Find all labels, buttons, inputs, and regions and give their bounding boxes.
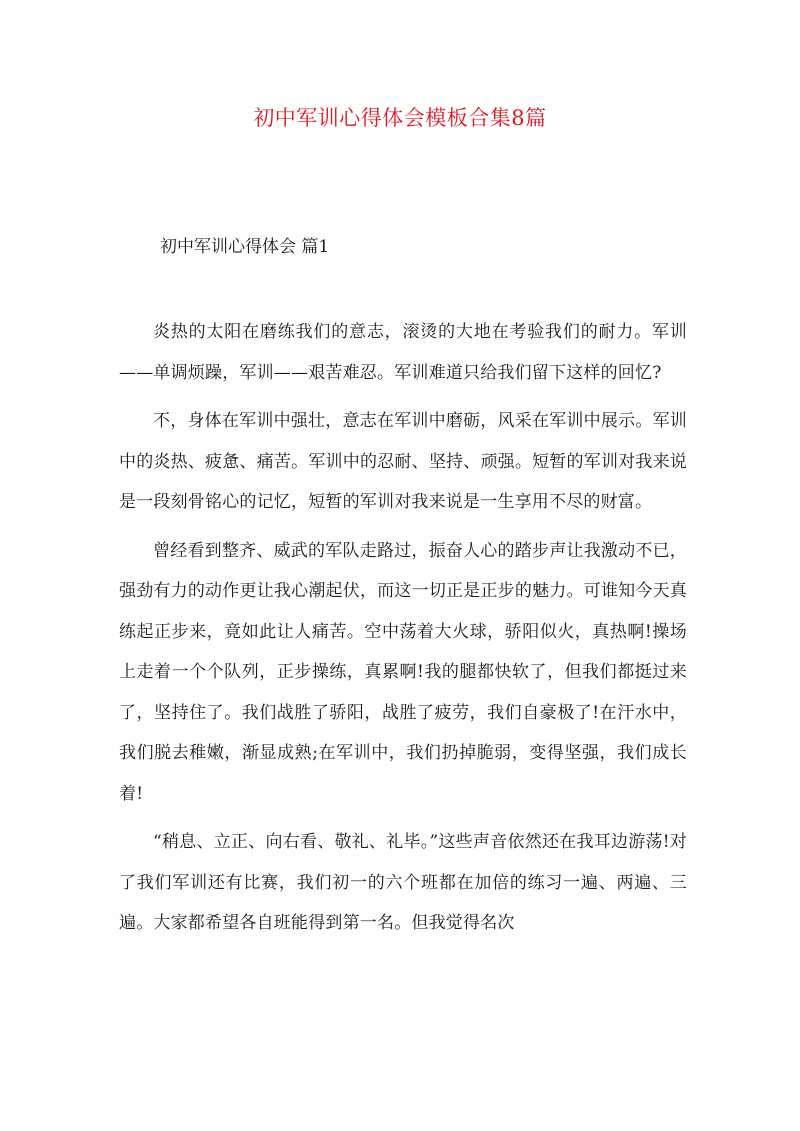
section-heading: 初中军训心得体会 篇1 xyxy=(160,237,330,257)
paragraph-2: 不，身体在军训中强壮，意志在军训中磨砺，风采在军训中展示。军训中的炎热、疲惫、痛苦。军训中的忍耐、坚持、顽强。短暂的军训对我来说是一段刻骨铭心的记忆，短暂的军训对我来说是一生享用不尽的财富。 xyxy=(119,411,687,512)
paragraph-4: “稍息、立正、向右看、敬礼、礼毕。”这些声音依然还在我耳边游荡!对了我们军训还有比赛，我们初一的六个班都在加倍的练习一遍、两遍、三遍。大家都希望各自班能得到第一名。但我觉得名次 xyxy=(119,832,687,933)
paragraph-3: 曾经看到整齐、威武的军队走路过，振奋人心的踏步声让我激动不已，强劲有力的动作更让我心潮起伏，而这一切正是正步的魅力。可谁知今天真练起正步来，竟如此让人痛苦。空中荡着大火球，骄阳似火，真热啊!操场上走着一个个队列，正步操练，真累啊!我的腿都快软了，但我们都挺过来了，坚持住了。我们战胜了骄阳，战胜了疲劳，我们自豪极了!在汗水中，我们脱去稚嫩，渐显成熟;在军训中，我们扔掉脆弱，变得坚强，我们成长着! xyxy=(119,540,687,804)
document-title: 初中军训心得体会模板合集8篇 xyxy=(253,106,547,130)
document-body xyxy=(119,312,687,952)
paragraph-1: 炎热的太阳在磨练我们的意志，滚烫的大地在考验我们的耐力。军训——单调烦躁，军训——艰苦难忍。军训难道只给我们留下这样的回忆? xyxy=(119,322,687,383)
